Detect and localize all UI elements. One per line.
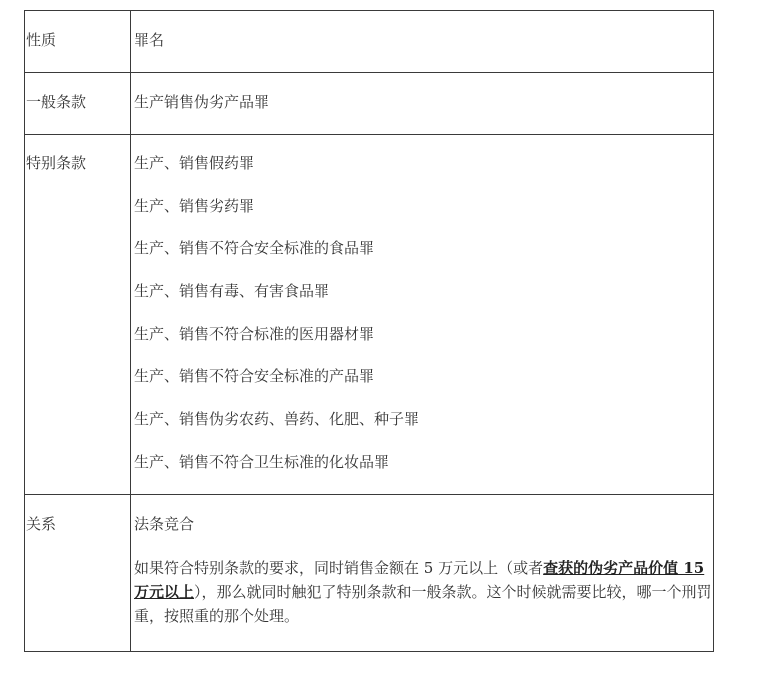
row-divider-general	[24, 134, 714, 135]
general-clause-crime: 生产销售伪劣产品罪	[134, 93, 270, 111]
explanation-text-1: 如果符合特别条款的要求，同时销售金额在	[134, 559, 420, 577]
special-clause-label: 特别条款	[26, 154, 87, 172]
special-crime-item: 生产、销售伪劣农药、兽药、化肥、种子罪	[134, 410, 420, 428]
relation-label: 关系	[26, 515, 57, 533]
table-border-bottom-right	[130, 651, 714, 652]
column-divider	[130, 10, 131, 652]
special-crime-item: 生产、销售不符合卫生标准的化妆品罪	[134, 453, 390, 471]
table-border-top	[24, 10, 714, 11]
row-divider-special	[24, 494, 714, 495]
table-border-bottom-left	[24, 651, 132, 652]
general-clause-label: 一般条款	[26, 93, 87, 111]
relation-explanation	[134, 556, 714, 628]
explanation-text-3: ），那么就同时触犯了特别条款和一般条款。这个时候就需要比较，哪一个刑罚重，按照重的那个处理。	[134, 583, 712, 625]
explanation-amount: 5	[419, 559, 439, 577]
relation-title: 法条竞合	[134, 515, 195, 533]
explanation-emphasis: 查获的伪劣产品价值 15 万元以上	[134, 559, 705, 601]
special-crime-item: 生产、销售不符合安全标准的产品罪	[134, 367, 375, 385]
special-crime-item: 生产、销售不符合标准的医用器材罪	[134, 325, 375, 343]
table-border-left	[24, 10, 25, 652]
special-crime-item: 生产、销售不符合安全标准的食品罪	[134, 239, 375, 257]
special-crime-item: 生产、销售假药罪	[134, 154, 255, 172]
header-nature-cell: 性质	[26, 31, 57, 49]
special-crime-item: 生产、销售有毒、有害食品罪	[134, 282, 330, 300]
explanation-text-2: 万元以上（或者	[438, 559, 544, 577]
row-divider-header	[24, 72, 714, 73]
special-crime-item: 生产、销售劣药罪	[134, 197, 255, 215]
crime-classification-table	[24, 10, 714, 652]
header-crime-name-cell: 罪名	[134, 31, 165, 49]
